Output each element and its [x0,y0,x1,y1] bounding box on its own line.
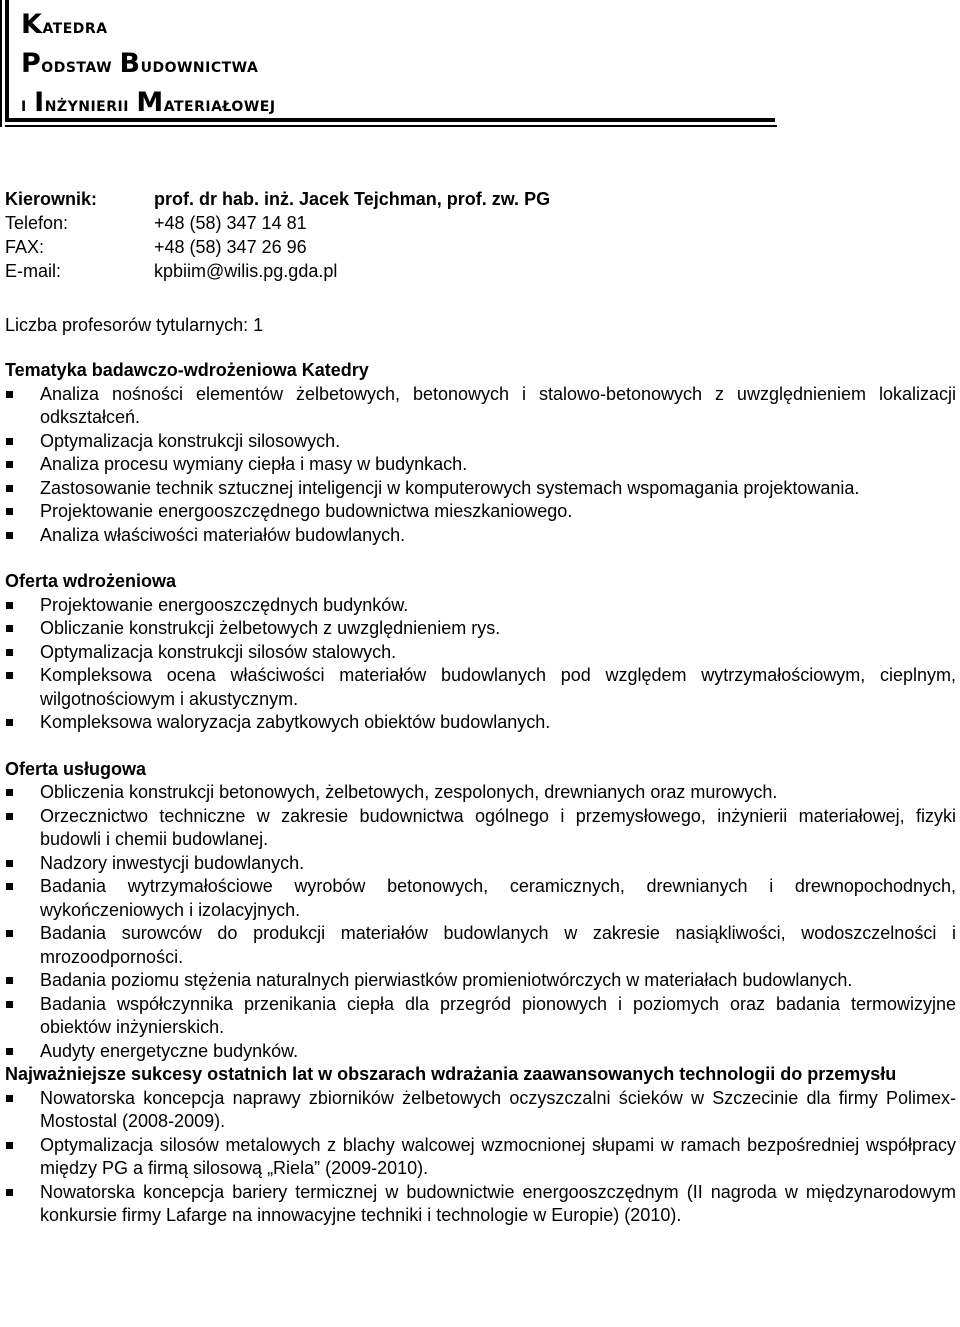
professor-count: Liczba profesorów tytularnych: 1 [5,315,264,335]
fax-label: FAX: [5,237,45,257]
list-item: Audyty energetyczne budynków. [5,1040,956,1064]
research-list [5,383,956,548]
phone-label: Telefon: [5,213,69,233]
document-page [5,0,956,1225]
spacer [5,547,956,570]
department-title-box [5,0,775,122]
list-item: Nowatorska koncepcja naprawy zbiorników żelbetowych oczyszczalni ścieków w Szczecinie dla firmy Polimex-Mostostal (2008-2009). [5,1087,956,1134]
email-label: E-mail: [5,261,62,281]
list-item: Projektowanie energooszczędnych budynków. [5,594,956,618]
head-value: prof. dr hab. inż. Jacek Tejchman, prof. zw. PG [154,189,551,209]
list-item: Badania poziomu stężenia naturalnych pierwiastków promieniotwórczych w materiałach budowlanych. [5,969,956,993]
title-line-1: Katedra [21,9,108,40]
successes-heading: Najważniejsze sukcesy ostatnich lat w obszarach wdrażania zaawansowanych technologii do przemysłu [5,1064,897,1084]
contact-block [5,187,956,283]
list-item: Optymalizacja silosów metalowych z blachy walcowej wzmocnionej słupami w ramach bezpośredniej współpracy między PG a firmą silosową „Riela” (2009-2010). [5,1134,956,1181]
email-value: kpbiim@wilis.pg.gda.pl [154,261,338,281]
fax-value: +48 (58) 347 26 96 [154,237,307,257]
list-item: Analiza właściwości materiałów budowlanych. [5,524,956,548]
title-line-3: i Inżynierii Materiałowej [21,87,276,118]
fax-row [5,235,956,259]
phone-value: +48 (58) 347 14 81 [154,213,307,233]
list-item: Badania surowców do produkcji materiałów budowlanych w zakresie nasiąkliwości, wodoszczelności i mrozoodporności. [5,922,956,969]
list-item: Optymalizacja konstrukcji silosowych. [5,430,956,454]
list-item: Optymalizacja konstrukcji silosów stalowych. [5,641,956,665]
list-item: Badania wytrzymałościowe wyrobów betonowych, ceramicznych, drewnianych i drewnopochodnych, wykończeniowych i izolacyjnych. [5,875,956,922]
list-item: Zastosowanie technik sztucznej inteligencji w komputerowych systemach wspomagania projektowania. [5,477,956,501]
list-item: Obliczanie konstrukcji żelbetowych z uwzględnieniem rys. [5,617,956,641]
implementation-list [5,594,956,735]
email-row [5,259,956,283]
list-item: Orzecznictwo techniczne w zakresie budownictwa ogólnego i przemysłowego, inżynierii materiałowej, fizyki budowli i chemii budowlanej. [5,805,956,852]
list-item: Projektowanie energooszczędnego budownictwa mieszkaniowego. [5,500,956,524]
head-label: Kierownik: [5,189,98,209]
list-item: Badania współczynnika przenikania ciepła dla przegród pionowych i poziomych oraz badania termowizyjne obiektów inżynierskich. [5,993,956,1040]
list-item: Nowatorska koncepcja bariery termicznej w budownictwie energooszczędnym (II nagroda w międzynarodowym konkursie firmy Lafarge na innowacyjne techniki i technologie w Europie) (2010). [5,1181,956,1228]
list-item: Obliczenia konstrukcji betonowych, żelbetowych, zespolonych, drewnianych oraz murowych. [5,781,956,805]
services-list [5,781,956,1063]
research-heading: Tematyka badawczo-wdrożeniowa Katedry [5,360,369,380]
list-item: Nadzory inwestycji budowlanych. [5,852,956,876]
implementation-heading: Oferta wdrożeniowa [5,571,177,591]
head-row [5,187,956,211]
title-line-2: Podstaw Budownictwa [21,48,259,79]
phone-row [5,211,956,235]
successes-list [5,1087,956,1228]
list-item: Analiza procesu wymiany ciepła i masy w budynkach. [5,453,956,477]
spacer [5,735,956,758]
list-item: Kompleksowa ocena właściwości materiałów budowlanych pod względem wytrzymałościowym, cieplnym, wilgotnościowym i akustycznym. [5,664,956,711]
list-item: Kompleksowa waloryzacja zabytkowych obiektów budowlanych. [5,711,956,735]
list-item: Analiza nośności elementów żelbetowych, betonowych i stalowo-betonowych z uwzględnieniem lokalizacji odkształceń. [5,383,956,430]
services-heading: Oferta usługowa [5,758,147,779]
content [5,359,956,1228]
